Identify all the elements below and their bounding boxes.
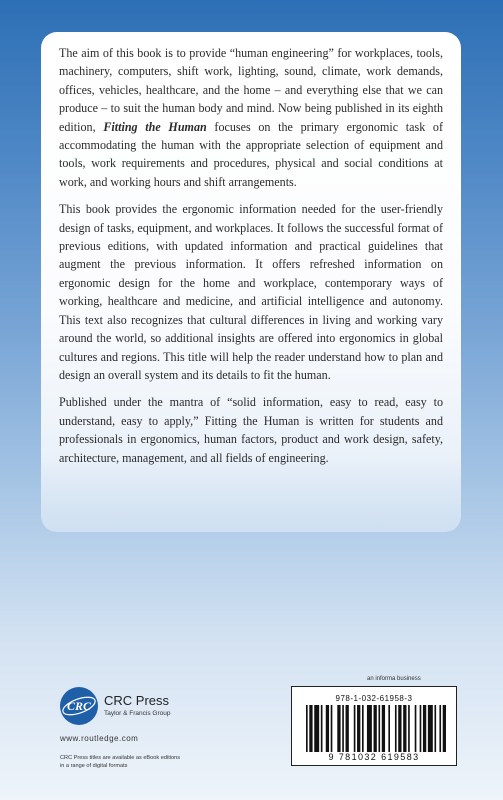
description-paragraph-1 — [59, 44, 443, 191]
ebook-note-line-1: CRC Press titles are available as eBook editions — [60, 755, 181, 761]
publisher-group: Taylor & Francis Group — [104, 710, 171, 717]
ebook-note — [60, 754, 180, 770]
isbn-top-text: 978-1-032-61958-3 — [335, 694, 413, 703]
description-paragraph-2: This book provides the ergonomic information needed for the user-friendly design of tasks, equipment, and workplaces. It follows the successful format of previous editions, with updated information and practical guidelines that augment the previous information. It offers refreshed information on ergonomic design for the home and workplace, contemporary ways of working, healthcare and medicine, and artificial intelligence and autonomy. This text also recognizes that cultural differences in living and working vary around the world, so additional insights are offered into ergonomics in global cultures and regions. This title will help the reader understand how to plan and design an overall system and its details to fit the human. — [59, 202, 443, 382]
crc-logo-icon — [59, 686, 99, 726]
informa-tagline: an informa business — [367, 676, 421, 682]
ebook-note-line-2: in a range of digital formats — [60, 763, 128, 769]
publisher-url[interactable]: www.routledge.com — [60, 734, 139, 743]
publisher-name: CRC Press — [104, 693, 170, 708]
book-title-italic: Fitting the Human — [103, 119, 207, 134]
paragraph-1-text-start: The aim of this book is to provide “human engineering” for workplaces, tools, machinery, computers, shift work, lighting, sound, climate, work demands, offices, vehicles, healthcare, and the home – and everything else that we can produce – to suit the human body and mind. Now being published in its eighth edition, — [59, 46, 443, 134]
barcode-icon — [306, 705, 446, 752]
isbn-bottom-text: 9 781032 619583 — [328, 752, 420, 762]
paragraph-1-text-end: focuses on the primary ergonomic task of accommodating the human with the appropriate selection of equipment and tools, work requirements and procedures, physical and social conditions at work, and working hours and shift arrangements. — [59, 119, 444, 189]
description-paragraph-3: Published under the mantra of “solid information, easy to read, easy to understand, easy to apply,” Fitting the Human is written for students and professionals in ergonomics, human factors, product and work design, safety, architecture, management, and all fields of engineering. — [59, 395, 443, 465]
isbn-barcode — [291, 686, 457, 766]
description-panel — [41, 32, 461, 532]
crc-logo-text: CRC — [66, 699, 92, 713]
